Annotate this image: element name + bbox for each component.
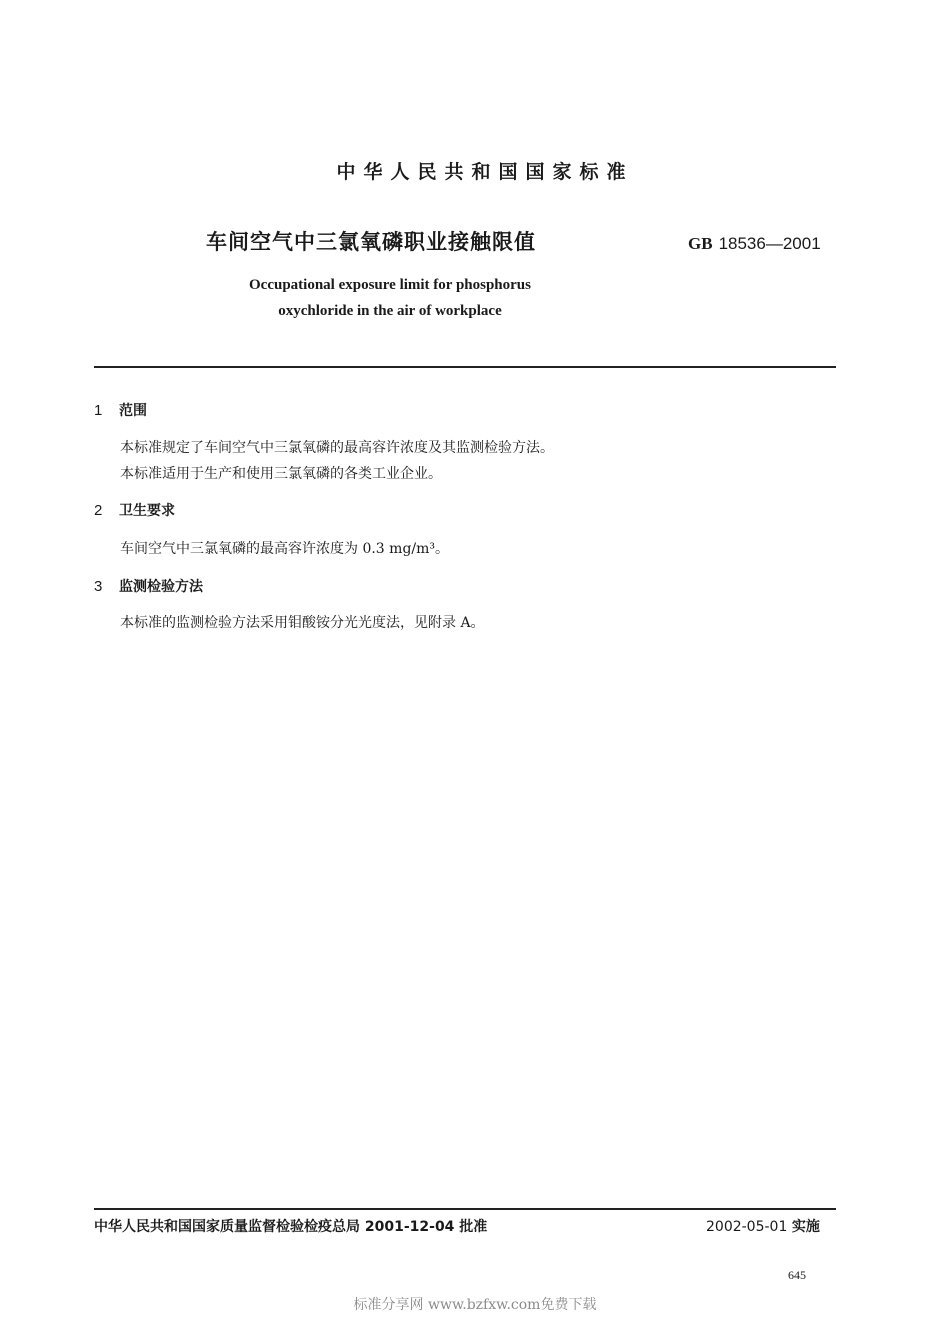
header-divider (94, 366, 836, 368)
document-title-chinese: 车间空气中三氯氧磷职业接触限值 (206, 230, 536, 254)
section-1-number: 1 (94, 402, 103, 419)
section-3-paragraph-1: 本标准的监测检验方法采用钼酸铵分光光度法，见附录 A。 (120, 615, 485, 631)
effective-date: 2002-05-01 (706, 1219, 788, 1235)
english-title-line-1: Occupational exposure limit for phosphorus (249, 277, 531, 293)
section-2-heading (94, 500, 175, 520)
footer-divider (94, 1208, 836, 1210)
standard-number (688, 234, 821, 254)
section-1-paragraph-2: 本标准适用于生产和使用三氯氧磷的各类工业企业。 (120, 466, 442, 482)
page-number: 645 (788, 1268, 806, 1282)
section-1-heading (94, 400, 147, 420)
section-2-number: 2 (94, 502, 103, 519)
download-watermark: 标准分享网 www.bzfxw.com免费下载 (353, 1297, 597, 1313)
section-3-title: 监测检验方法 (119, 579, 203, 595)
section-1-title: 范围 (119, 403, 147, 419)
standard-prefix: GB (688, 234, 713, 253)
standard-type-header: 中华人民共和国国家标准 (336, 161, 634, 183)
standard-code: 18536—2001 (718, 234, 821, 253)
document-title-english (0, 272, 780, 324)
effective-line (706, 1216, 820, 1236)
english-title-line-2: oxychloride in the air of workplace (278, 303, 502, 319)
effective-label: 实施 (791, 1219, 820, 1235)
approval-line: 中华人民共和国国家质量监督检验检疫总局 2001-12-04 批准 (94, 1219, 488, 1235)
section-3-heading (94, 576, 203, 596)
section-2-paragraph-1: 车间空气中三氯氧磷的最高容许浓度为 0.3 mg/m³。 (120, 541, 450, 557)
section-1-paragraph-1: 本标准规定了车间空气中三氯氧磷的最高容许浓度及其监测检验方法。 (120, 440, 554, 456)
section-2-title: 卫生要求 (119, 503, 175, 519)
section-3-number: 3 (94, 578, 103, 595)
